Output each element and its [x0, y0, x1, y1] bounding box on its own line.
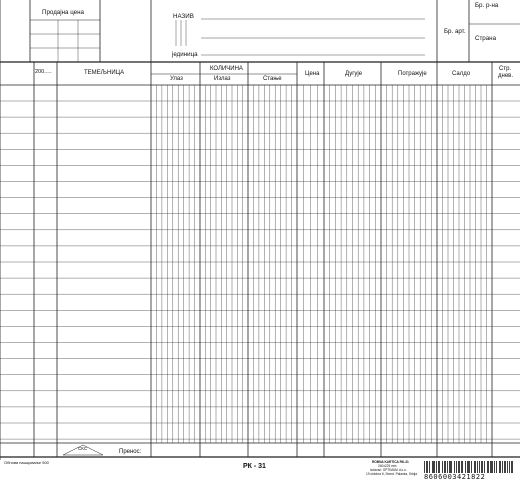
year-column-header: 200..... [35, 69, 52, 75]
basis-column-header: ТЕМЕЉНИЦА [84, 70, 125, 76]
barcode-bar [490, 461, 491, 473]
barcode-bar [492, 461, 493, 473]
barcode-number: 8606003421822 [424, 473, 486, 481]
barcode-bar [427, 461, 428, 473]
page-ref-header-line2: днев. [498, 73, 514, 79]
in-column-header: Улаз [170, 76, 183, 82]
logo-text: СКС [78, 446, 88, 451]
barcode-bar [447, 461, 448, 473]
barcode-bar [487, 461, 488, 473]
barcode-bar [468, 461, 469, 473]
barcode-bar [465, 461, 466, 473]
article-number-label: Бр. арт. [444, 28, 466, 35]
barcode-bar [474, 461, 475, 473]
footer-note: Обнова пашцовањe 500 [4, 460, 49, 465]
barcode-bar [433, 461, 434, 473]
barcode-bar [491, 461, 492, 473]
sheet-number-label: Бр. р-на [475, 2, 499, 9]
publisher-line-4: 19 oktobra 6, Smed. Palanka, Srbija [366, 472, 418, 476]
barcode-bar [481, 461, 482, 473]
page-ref-header-line1: Стр. [499, 66, 512, 72]
barcode-bar [488, 461, 489, 473]
barcode-bar [475, 461, 476, 473]
barcode-bar [461, 461, 462, 473]
barcode-bar [458, 461, 459, 473]
unit-label: јединица [172, 51, 198, 58]
publisher-line-1: ROBNA KARTICA RK-31 [372, 460, 409, 464]
name-label: НАЗИВ [173, 13, 194, 20]
barcode-bar [505, 461, 506, 473]
barcode-bar [507, 461, 508, 473]
barcode-bar [500, 461, 501, 473]
debit-column-header: Дугује [345, 71, 363, 77]
barcode-bar [482, 461, 483, 473]
barcode-bar [504, 461, 505, 473]
barcode [424, 461, 514, 473]
barcode-bar [438, 461, 439, 473]
quantity-column-header: КОЛИЧИНА [210, 66, 243, 72]
barcode-bar [424, 461, 425, 473]
barcode-bar [450, 461, 451, 473]
carry-forward-label: Пренос: [119, 449, 142, 455]
barcode-bar [454, 461, 455, 473]
barcode-bar [467, 461, 468, 473]
price-column-header: Цена [305, 71, 320, 77]
balance-column-header: Салдо [452, 71, 471, 77]
publisher-line-2: 240x225 mm [378, 464, 397, 468]
barcode-bar [451, 461, 452, 473]
barcode-bar [456, 461, 457, 473]
barcode-bar [426, 461, 427, 473]
barcode-bar [445, 461, 446, 473]
barcode-bar [449, 461, 450, 473]
out-column-header: Излаз [214, 76, 231, 82]
barcode-bar [477, 461, 478, 473]
barcode-bar [512, 461, 513, 473]
barcode-bar [444, 461, 445, 473]
barcode-bar [459, 461, 460, 473]
barcode-bar [499, 461, 500, 473]
barcode-bar [496, 461, 497, 473]
barcode-bar [502, 461, 503, 473]
barcode-bar [471, 461, 472, 473]
credit-column-header: Потражује [398, 71, 427, 77]
publisher-line-3: Izdavač: OPTIMUM d.o.o. [370, 468, 407, 472]
barcode-bar [479, 461, 480, 473]
page-label: Страна [475, 35, 497, 42]
barcode-bar [462, 461, 463, 473]
balance-qty-column-header: Стање [263, 76, 282, 82]
form-code: РК - 31 [243, 463, 266, 470]
barcode-bar [436, 461, 437, 473]
selling-price-label: Продајна цена [42, 9, 84, 16]
barcode-bar [442, 461, 443, 473]
barcode-bar [511, 461, 512, 473]
barcode-bar [469, 461, 470, 473]
barcode-bar [432, 461, 433, 473]
barcode-bar [484, 461, 485, 473]
barcode-bar [494, 461, 495, 473]
barcode-bar [429, 461, 430, 473]
barcode-bar [434, 461, 435, 473]
barcode-bar [509, 461, 510, 473]
barcode-bar [439, 461, 440, 473]
